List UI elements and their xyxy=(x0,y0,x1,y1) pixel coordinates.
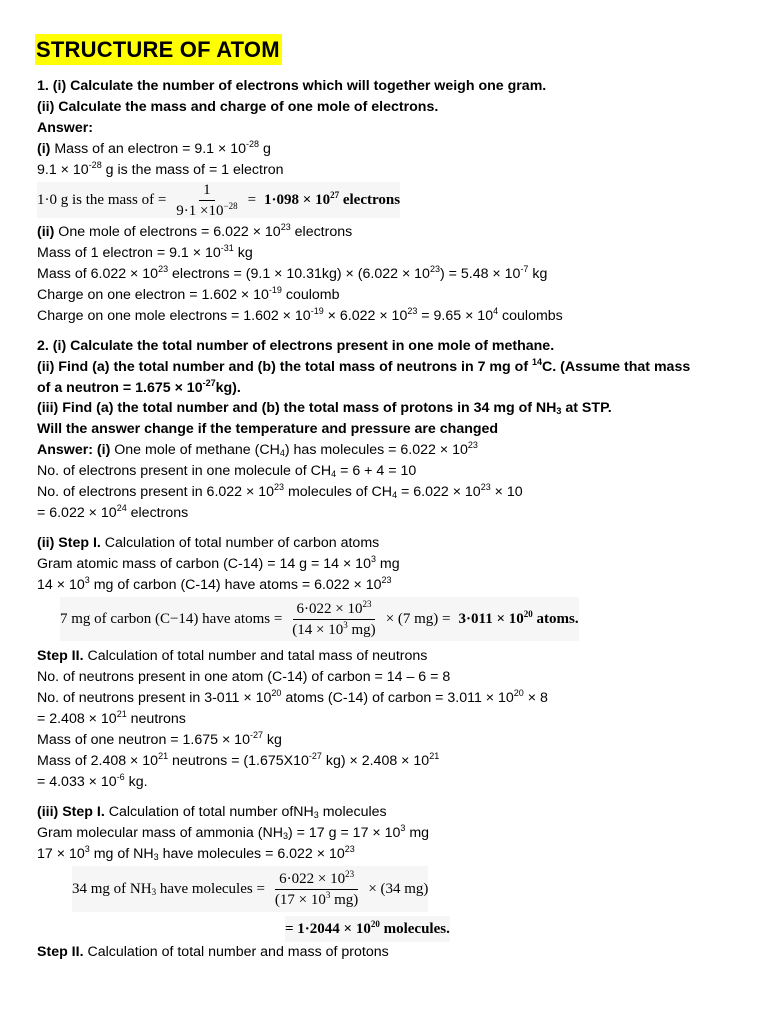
text: mg of carbon (C-14) have atoms = 6.022 × 10 xyxy=(89,577,382,593)
exponent: -6 xyxy=(116,772,125,782)
q1-line-2: (ii) Calculate the mass and charge of one mole of electrons. xyxy=(37,99,439,115)
text: = 1·2044 × 10 xyxy=(285,920,371,937)
eq-left: 1·0 g is the mass of = xyxy=(37,191,167,208)
text: Mass of an electron = 9.1 × 10 xyxy=(50,141,246,157)
exponent: 3 xyxy=(343,619,348,630)
q1-line-1: 1. (i) Calculate the number of electrons which will together weigh one gram. xyxy=(37,78,547,94)
q2-step-ii-heading xyxy=(37,646,427,666)
text: Mass of 6.022 × 10 xyxy=(37,266,159,282)
text: = 6.022 × 10 xyxy=(397,484,481,500)
text: g is the mass of = 1 electron xyxy=(101,162,284,178)
text: mg) xyxy=(347,621,376,638)
q1-charge-mole xyxy=(37,306,563,326)
text: mg xyxy=(405,825,430,841)
eq-middle: × (34 mg) xyxy=(368,880,429,897)
text: Calculation of total number and tatal mass of neutrons xyxy=(83,648,428,664)
exponent: 21 xyxy=(116,709,127,719)
exponent: -28 xyxy=(88,160,102,170)
text: g xyxy=(259,141,271,157)
text: kg. xyxy=(124,774,148,790)
text: kg xyxy=(528,266,548,282)
text: atoms. xyxy=(532,610,579,627)
q1-mass-line xyxy=(37,160,283,180)
exponent: -7 xyxy=(520,264,529,274)
text: = 2.408 × 10 xyxy=(37,711,117,727)
text: = 4.033 × 10 xyxy=(37,774,117,790)
eq-result xyxy=(264,189,401,209)
q2-electrons-molecule xyxy=(37,461,416,481)
text: × 8 xyxy=(523,690,548,706)
equation-2 xyxy=(60,597,579,641)
q2-answer-i xyxy=(37,440,478,460)
text: molecules xyxy=(318,804,387,820)
exponent: 21 xyxy=(429,751,440,761)
text: = 6 + 4 = 10 xyxy=(336,463,417,479)
text: kg) × 2.408 × 10 xyxy=(321,753,430,769)
text: 14 × 10 xyxy=(37,577,85,593)
denominator xyxy=(271,890,362,909)
exponent: -27 xyxy=(308,751,322,761)
q2-mass-neutrons xyxy=(37,751,439,771)
exponent: 24 xyxy=(116,503,127,513)
fraction xyxy=(288,600,379,639)
exponent: 20 xyxy=(370,918,380,929)
q1-mass-electron xyxy=(37,243,253,263)
exponent: -27 xyxy=(249,730,263,740)
exponent: -31 xyxy=(220,243,234,253)
text: No. of neutrons present in 3-011 × 10 xyxy=(37,690,272,706)
exponent: 27 xyxy=(330,189,340,200)
text: × 6.022 × 10 xyxy=(323,308,408,324)
fraction xyxy=(172,181,241,220)
exponent: 23 xyxy=(280,222,291,232)
text: Mass of 1 electron = 9.1 × 10 xyxy=(37,245,221,261)
q2-line-5: Will the answer change if the temperature and pressure are changed xyxy=(37,421,499,437)
subscript: 4 xyxy=(392,490,398,500)
q2-gram-atomic-mass xyxy=(37,554,400,574)
step-label: Step II. xyxy=(37,944,84,960)
step-label: (iii) Step I. xyxy=(37,804,105,820)
equals: = xyxy=(247,191,257,208)
text: 6·022 × 10 xyxy=(279,870,346,887)
exponent: -19 xyxy=(268,285,282,295)
exponent: −28 xyxy=(223,200,238,211)
text: One mole of methane (CH xyxy=(110,442,280,458)
text: electrons xyxy=(290,224,353,240)
text: of a neutron = 1.675 × 10 xyxy=(37,380,203,396)
text: Calculation of total number and mass of protons xyxy=(83,944,389,960)
q2-nh3-molecules xyxy=(37,844,355,864)
exponent: 23 xyxy=(467,440,478,450)
text: coulombs xyxy=(498,308,563,324)
q2-electrons-result xyxy=(37,503,188,523)
exponent: 3 xyxy=(400,823,406,833)
numerator xyxy=(275,870,358,890)
step-label: (ii) Step I. xyxy=(37,535,101,551)
text: atoms (C-14) of carbon = 3.011 × 10 xyxy=(281,690,514,706)
text: × 10 xyxy=(490,484,523,500)
text: have molecules = 6.022 × 10 xyxy=(158,846,345,862)
text: electrons xyxy=(126,505,189,521)
q2-line-1: 2. (i) Calculate the total number of electrons present in one mole of methane. xyxy=(37,338,555,354)
text: Calculation of total number ofNH xyxy=(104,804,314,820)
eq-left: 7 mg of carbon (C−14) have atoms = xyxy=(60,610,283,627)
exponent: 3 xyxy=(84,575,90,585)
exponent: 21 xyxy=(158,751,169,761)
text: at STP. xyxy=(561,400,612,416)
text: One mole of electrons = 6.022 × 10 xyxy=(54,224,281,240)
subscript: 3 xyxy=(556,406,562,416)
text: (ii) Find (a) the total number and (b) the total mass of neutrons in 7 mg of xyxy=(37,359,532,375)
q2-iii-step-ii-heading xyxy=(37,942,389,962)
exponent: 3 xyxy=(84,844,90,854)
q1-mass-mole xyxy=(37,264,547,284)
text: neutrons = (1.675X10 xyxy=(168,753,309,769)
eq-result xyxy=(458,608,579,628)
exponent: 23 xyxy=(158,264,169,274)
exponent: 23 xyxy=(345,868,355,879)
equation-3-result xyxy=(285,916,450,942)
text: kg). xyxy=(215,380,241,396)
text: molecules of CH xyxy=(284,484,393,500)
text: ) = 5.48 × 10 xyxy=(439,266,521,282)
text: molecules. xyxy=(379,920,450,937)
subscript: 4 xyxy=(279,448,285,458)
text: 1·098 × 10 xyxy=(264,191,331,208)
text: electrons xyxy=(339,191,401,208)
text: 9·1 ×10 xyxy=(176,202,224,219)
fraction xyxy=(271,870,362,909)
text: coulomb xyxy=(281,287,340,303)
q1-ii-label: (ii) xyxy=(37,224,55,240)
denominator xyxy=(172,201,241,220)
exponent: 4 xyxy=(493,306,499,316)
text: 34 mg of NH xyxy=(72,880,152,897)
exponent: -19 xyxy=(310,306,324,316)
text: electrons = (9.1 × 10.31kg) × (6.022 × 10 xyxy=(168,266,430,282)
equation-3 xyxy=(72,866,428,912)
numerator: 1 xyxy=(199,181,215,201)
text: Charge on one mole electrons = 1.602 × 10 xyxy=(37,308,311,324)
q2-iii-step-i-heading xyxy=(37,802,387,822)
text: kg xyxy=(262,732,282,748)
q2-line-4 xyxy=(37,398,612,418)
q1-charge-electron xyxy=(37,285,340,305)
text: = 9.65 × 10 xyxy=(417,308,494,324)
q2-step-i-heading xyxy=(37,533,379,553)
q2-gram-molecular-mass xyxy=(37,823,429,843)
eq-middle: × (7 mg) = xyxy=(385,610,451,627)
text: (iii) Find (a) the total number and (b) the total mass of protons in 34 mg of NH xyxy=(37,400,557,416)
text: No. of electrons present in one molecule of CH xyxy=(37,463,332,479)
exponent: 3 xyxy=(370,554,376,564)
exponent: 23 xyxy=(381,575,392,585)
q1-ii-line xyxy=(37,222,352,242)
exponent: -28 xyxy=(246,139,260,149)
eq-left xyxy=(72,881,265,898)
subscript: 4 xyxy=(331,469,337,479)
subscript: 3 xyxy=(282,831,288,841)
text: (17 × 10 xyxy=(274,891,326,908)
text: ) has molecules = 6.022 × 10 xyxy=(284,442,468,458)
q2-neutrons-atoms xyxy=(37,688,548,708)
step-label: Step II. xyxy=(37,648,84,664)
q2-mass-neutron xyxy=(37,730,282,750)
text: mg xyxy=(375,556,400,572)
text: kg xyxy=(233,245,253,261)
text: = 6.022 × 10 xyxy=(37,505,117,521)
text: Gram atomic mass of carbon (C-14) = 14 g = 14 × 10 xyxy=(37,556,371,572)
text: mg of NH xyxy=(89,846,154,862)
q2-line-2 xyxy=(37,357,690,377)
text: C. (Assume that mass xyxy=(542,359,691,375)
text: have molecules = xyxy=(156,880,265,897)
q2-neutrons-result xyxy=(37,709,186,729)
q2-line-3 xyxy=(37,378,241,398)
exponent: 23 xyxy=(274,482,285,492)
text: 6·022 × 10 xyxy=(296,600,363,617)
exponent: 23 xyxy=(407,306,418,316)
text: Gram molecular mass of ammonia (NH xyxy=(37,825,283,841)
text: 9.1 × 10 xyxy=(37,162,89,178)
eq-result xyxy=(285,918,450,938)
q2-neutrons-atom: No. of neutrons present in one atom (C-14) of carbon = 14 – 6 = 8 xyxy=(37,669,451,685)
text: No. of electrons present in 6.022 × 10 xyxy=(37,484,275,500)
q2-electrons-mole xyxy=(37,482,523,502)
q2-carbon-atoms xyxy=(37,575,392,595)
q1-answer-label: Answer: xyxy=(37,120,93,136)
exponent: 20 xyxy=(513,688,524,698)
equation-1 xyxy=(37,182,400,218)
text: (14 × 10 xyxy=(292,621,344,638)
text: neutrons xyxy=(126,711,186,727)
text: Charge on one electron = 1.602 × 10 xyxy=(37,287,269,303)
exponent: 20 xyxy=(523,608,533,619)
exponent: 23 xyxy=(429,264,440,274)
exponent: 20 xyxy=(271,688,282,698)
subscript: 3 xyxy=(313,810,319,820)
text: Calculation of total number of carbon atoms xyxy=(100,535,380,551)
q1-i-label: (i) xyxy=(37,141,51,157)
subscript: 3 xyxy=(151,886,157,897)
exponent: 23 xyxy=(480,482,491,492)
text: Mass of one neutron = 1.675 × 10 xyxy=(37,732,250,748)
numerator xyxy=(293,600,376,620)
q2-mass-result xyxy=(37,772,148,792)
denominator xyxy=(288,620,379,639)
exponent: 3 xyxy=(325,889,331,900)
page-title: STRUCTURE OF ATOM xyxy=(35,34,282,65)
exponent: 23 xyxy=(344,844,355,854)
text: 17 × 10 xyxy=(37,846,85,862)
exponent: 23 xyxy=(362,598,372,609)
q1-i-line xyxy=(37,139,271,159)
text: 3·011 × 10 xyxy=(458,610,524,627)
superscript: 14 xyxy=(531,357,542,367)
answer-label: Answer: (i) xyxy=(37,442,111,458)
exponent: -27 xyxy=(202,378,216,388)
text: ) = 17 g = 17 × 10 xyxy=(288,825,401,841)
subscript: 3 xyxy=(153,852,159,862)
text: Mass of 2.408 × 10 xyxy=(37,753,159,769)
text: mg) xyxy=(330,891,359,908)
